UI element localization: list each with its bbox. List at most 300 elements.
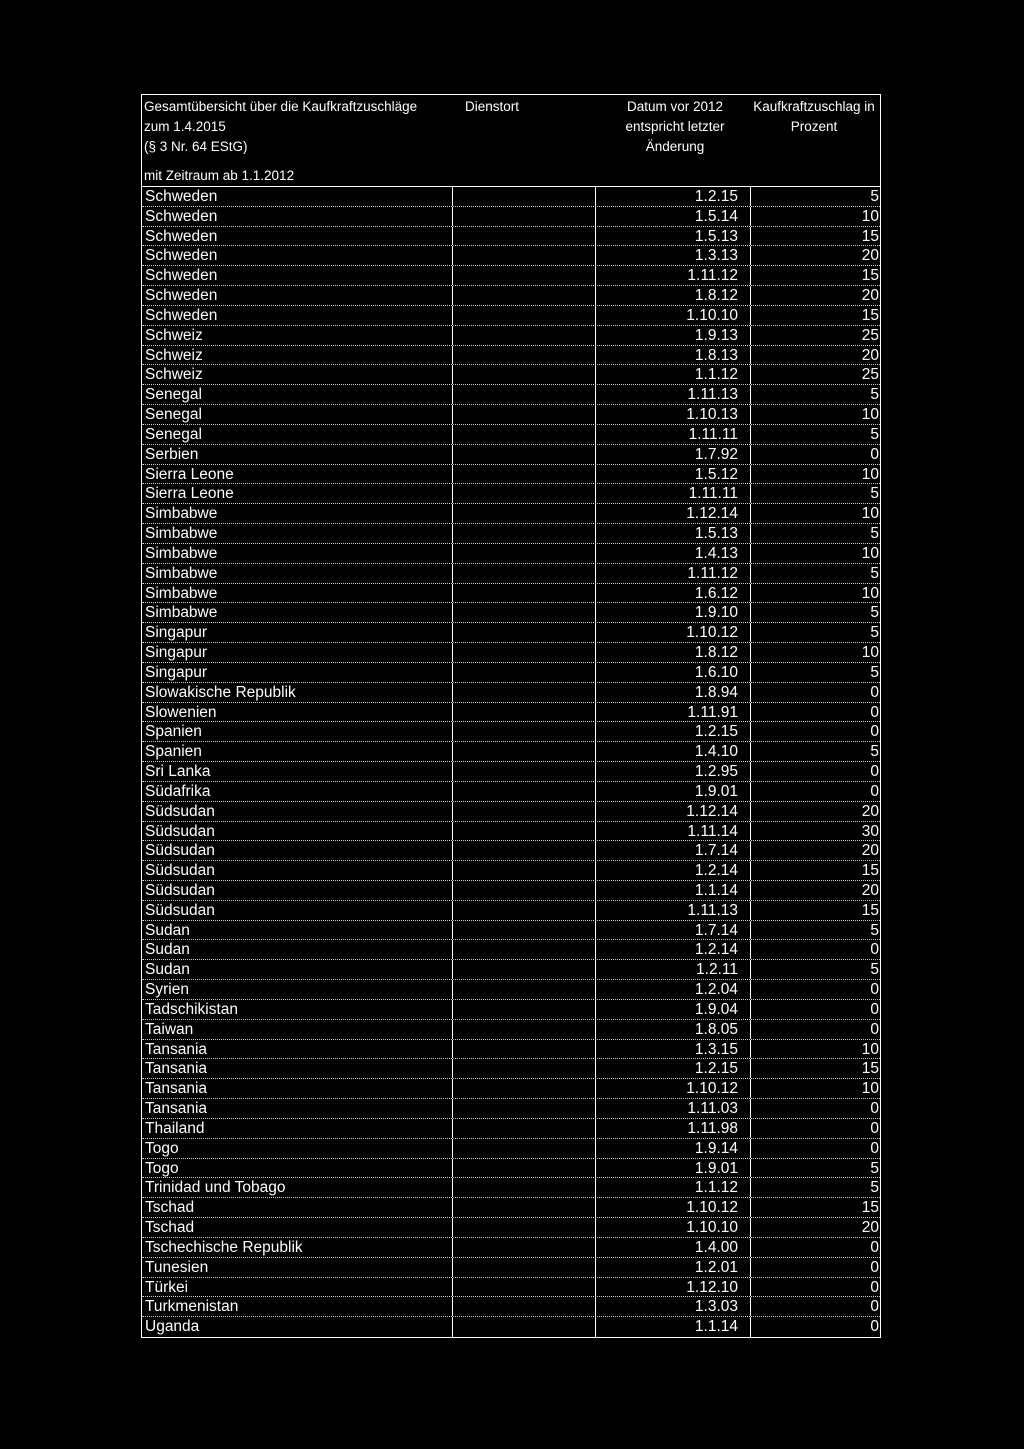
date-cell: 1.11.12 (596, 266, 751, 285)
date-cell: 1.1.14 (596, 1317, 751, 1337)
percent-cell: 15 (861, 1060, 879, 1078)
table-row (142, 227, 880, 247)
dienstort-cell (453, 861, 596, 880)
percent-cell: 20 (861, 287, 879, 305)
dienstort-cell (453, 1198, 596, 1217)
table-row (142, 385, 880, 405)
country-cell: Thailand (142, 1119, 453, 1138)
date-cell: 1.10.12 (596, 1198, 751, 1217)
table-row (142, 643, 880, 663)
dienstort-cell (453, 266, 596, 285)
date-cell: 1.9.13 (596, 326, 751, 345)
dienstort-cell (453, 1159, 596, 1178)
country-cell: Tadschikistan (142, 1000, 453, 1019)
table-row (142, 286, 880, 306)
dienstort-cell (453, 365, 596, 384)
date-cell: 1.10.10 (596, 1218, 751, 1237)
percent-cell: 0 (870, 445, 879, 463)
table-row (142, 266, 880, 286)
table-row (142, 544, 880, 564)
dienstort-cell (453, 1020, 596, 1039)
country-cell: Südsudan (142, 822, 453, 841)
document-title (144, 97, 449, 157)
table-row (142, 425, 880, 445)
table-row (142, 1198, 880, 1218)
country-cell: Sierra Leone (142, 465, 453, 484)
percent-cell: 10 (861, 207, 879, 225)
percent-cell: 5 (870, 425, 879, 443)
date-cell: 1.2.15 (596, 722, 751, 741)
country-cell: Senegal (142, 425, 453, 444)
date-cell: 1.11.11 (596, 425, 751, 444)
country-cell: Simbabwe (142, 603, 453, 622)
table-row (142, 980, 880, 1000)
date-cell: 1.11.13 (596, 385, 751, 404)
country-cell: Schweiz (142, 346, 453, 365)
percent-cell: 0 (870, 1278, 879, 1296)
table-row (142, 1059, 880, 1079)
country-cell: Singapur (142, 643, 453, 662)
percent-cell: 0 (870, 1318, 879, 1336)
table-row (142, 1258, 880, 1278)
table-row (142, 703, 880, 723)
table-row (142, 782, 880, 802)
date-cell: 1.5.13 (596, 524, 751, 543)
percent-cell: 5 (870, 961, 879, 979)
dienstort-cell (453, 980, 596, 999)
table-row (142, 306, 880, 326)
country-cell: Taiwan (142, 1020, 453, 1039)
percent-cell: 0 (870, 782, 879, 800)
percent-cell: 0 (870, 981, 879, 999)
percent-cell: 15 (861, 306, 879, 324)
dienstort-cell (453, 703, 596, 722)
percent-cell: 20 (861, 881, 879, 899)
country-cell: Simbabwe (142, 564, 453, 583)
date-cell: 1.9.01 (596, 1159, 751, 1178)
date-cell: 1.5.12 (596, 465, 751, 484)
title-line-1: Gesamtübersicht über die Kaufkraftzuschläge (144, 99, 418, 114)
percent-cell: 0 (870, 941, 879, 959)
percent-cell: 20 (861, 247, 879, 265)
dienstort-cell (453, 802, 596, 821)
title-line-3: (§ 3 Nr. 64 EStG) (144, 139, 248, 154)
date-cell: 1.8.12 (596, 286, 751, 305)
dienstort-cell (453, 1258, 596, 1277)
country-cell: Schweiz (142, 365, 453, 384)
percent-cell: 10 (861, 1040, 879, 1058)
dienstort-cell (453, 643, 596, 662)
country-cell: Schweden (142, 207, 453, 226)
country-cell: Sri Lanka (142, 762, 453, 781)
dienstort-cell (453, 465, 596, 484)
percent-cell: 20 (861, 802, 879, 820)
percent-cell: 5 (870, 624, 879, 642)
percent-cell: 0 (870, 1000, 879, 1018)
country-cell: Sudan (142, 960, 453, 979)
country-cell: Simbabwe (142, 524, 453, 543)
dienstort-cell (453, 584, 596, 603)
date-cell: 1.2.04 (596, 980, 751, 999)
percent-cell: 30 (861, 822, 879, 840)
date-cell: 1.5.14 (596, 207, 751, 226)
table-row (142, 1278, 880, 1298)
country-cell: Südsudan (142, 841, 453, 860)
date-cell: 1.10.13 (596, 405, 751, 424)
country-cell: Singapur (142, 623, 453, 642)
dienstort-cell (453, 881, 596, 900)
table-row (142, 326, 880, 346)
country-cell: Senegal (142, 385, 453, 404)
date-cell: 1.1.12 (596, 365, 751, 384)
dienstort-cell (453, 306, 596, 325)
percent-cell: 10 (861, 1080, 879, 1098)
date-cell: 1.11.12 (596, 564, 751, 583)
percent-cell: 5 (870, 188, 879, 205)
country-cell: Serbien (142, 445, 453, 464)
table-header (142, 95, 880, 187)
percent-cell: 15 (861, 862, 879, 880)
table-row (142, 1099, 880, 1119)
dienstort-cell (453, 841, 596, 860)
percent-cell: 10 (861, 406, 879, 424)
table-row (142, 1020, 880, 1040)
country-cell: Schweden (142, 306, 453, 325)
table-row (142, 346, 880, 366)
date-cell: 1.9.10 (596, 603, 751, 622)
date-cell: 1.9.14 (596, 1139, 751, 1158)
dienstort-cell (453, 921, 596, 940)
table-row (142, 1040, 880, 1060)
table-row (142, 822, 880, 842)
dienstort-cell (453, 544, 596, 563)
country-cell: Schweden (142, 266, 453, 285)
dienstort-cell (453, 960, 596, 979)
percent-cell: 5 (870, 1159, 879, 1177)
table-row (142, 1079, 880, 1099)
date-cell: 1.11.98 (596, 1119, 751, 1138)
percent-cell: 0 (870, 723, 879, 741)
table-row (142, 1218, 880, 1238)
percent-cell: 0 (870, 1119, 879, 1137)
table-row (142, 484, 880, 504)
table-row (142, 1159, 880, 1179)
percent-cell: 0 (870, 1139, 879, 1157)
dienstort-cell (453, 623, 596, 642)
table-row (142, 1317, 880, 1337)
dienstort-cell (453, 1297, 596, 1316)
date-cell: 1.2.95 (596, 762, 751, 781)
date-cell: 1.4.13 (596, 544, 751, 563)
percent-cell: 0 (870, 1298, 879, 1316)
date-cell: 1.3.15 (596, 1040, 751, 1059)
country-cell: Togo (142, 1159, 453, 1178)
zuschlag-line-1: Kaufkraftzuschlag in (753, 99, 875, 114)
table-row (142, 207, 880, 227)
country-cell: Syrien (142, 980, 453, 999)
date-cell: 1.11.14 (596, 822, 751, 841)
dienstort-cell (453, 564, 596, 583)
dienstort-cell (453, 524, 596, 543)
date-cell: 1.2.11 (596, 960, 751, 979)
table-row (142, 1297, 880, 1317)
column-header-datum (600, 97, 750, 157)
table-row (142, 663, 880, 683)
datum-line-3: Änderung (645, 139, 705, 154)
percent-cell: 5 (870, 743, 879, 761)
dienstort-cell (453, 227, 596, 246)
dienstort-cell (453, 940, 596, 959)
table-row (142, 584, 880, 604)
table-row (142, 246, 880, 266)
table-row (142, 841, 880, 861)
date-cell: 1.2.15 (596, 187, 751, 206)
date-cell: 1.2.15 (596, 1059, 751, 1078)
table-row (142, 1000, 880, 1020)
country-cell: Singapur (142, 663, 453, 682)
dienstort-cell (453, 1000, 596, 1019)
dienstort-cell (453, 822, 596, 841)
table-row (142, 722, 880, 742)
date-cell: 1.11.03 (596, 1099, 751, 1118)
zuschlag-line-2: Prozent (790, 119, 838, 134)
column-header-dienstort: Dienstort (465, 99, 520, 114)
table-row (142, 445, 880, 465)
percent-cell: 10 (861, 544, 879, 562)
table-row (142, 1119, 880, 1139)
table-row (142, 465, 880, 485)
dienstort-cell (453, 425, 596, 444)
percent-cell: 5 (870, 1179, 879, 1197)
country-cell: Schweden (142, 246, 453, 265)
date-cell: 1.6.10 (596, 663, 751, 682)
date-cell: 1.2.14 (596, 940, 751, 959)
percent-cell: 5 (870, 663, 879, 681)
country-cell: Sudan (142, 921, 453, 940)
percent-cell: 15 (861, 901, 879, 919)
table-row (142, 881, 880, 901)
table-row (142, 504, 880, 524)
percent-cell: 0 (870, 683, 879, 701)
country-cell: Tschechische Republik (142, 1238, 453, 1257)
date-cell: 1.4.10 (596, 742, 751, 761)
dienstort-cell (453, 504, 596, 523)
period-note: mit Zeitraum ab 1.1.2012 (144, 168, 295, 183)
percent-cell: 5 (870, 386, 879, 404)
date-cell: 1.3.03 (596, 1297, 751, 1316)
table-row (142, 603, 880, 623)
percent-cell: 10 (861, 505, 879, 523)
country-cell: Simbabwe (142, 504, 453, 523)
table-row (142, 742, 880, 762)
dienstort-cell (453, 346, 596, 365)
percent-cell: 0 (870, 1238, 879, 1256)
percent-cell: 10 (861, 584, 879, 602)
dienstort-cell (453, 445, 596, 464)
table-row (142, 683, 880, 703)
country-cell: Slowenien (142, 703, 453, 722)
percent-cell: 20 (861, 346, 879, 364)
dienstort-cell (453, 1139, 596, 1158)
dienstort-cell (453, 1317, 596, 1337)
dienstort-cell (453, 326, 596, 345)
date-cell: 1.10.10 (596, 306, 751, 325)
percent-cell: 20 (861, 842, 879, 860)
table-row (142, 960, 880, 980)
table-row (142, 187, 880, 207)
table-row (142, 901, 880, 921)
country-cell: Türkei (142, 1278, 453, 1297)
date-cell: 1.7.14 (596, 921, 751, 940)
date-cell: 1.1.12 (596, 1178, 751, 1197)
dienstort-cell (453, 405, 596, 424)
percent-cell: 5 (870, 485, 879, 503)
dienstort-cell (453, 1218, 596, 1237)
dienstort-cell (453, 782, 596, 801)
dienstort-cell (453, 1178, 596, 1197)
country-cell: Tansania (142, 1099, 453, 1118)
country-cell: Uganda (142, 1317, 453, 1337)
country-cell: Turkmenistan (142, 1297, 453, 1316)
country-cell: Schweiz (142, 326, 453, 345)
column-header-zuschlag (747, 97, 881, 137)
dienstort-cell (453, 286, 596, 305)
country-cell: Simbabwe (142, 584, 453, 603)
date-cell: 1.10.12 (596, 623, 751, 642)
date-cell: 1.7.14 (596, 841, 751, 860)
dienstort-cell (453, 683, 596, 702)
country-cell: Südsudan (142, 901, 453, 920)
date-cell: 1.10.12 (596, 1079, 751, 1098)
date-cell: 1.2.14 (596, 861, 751, 880)
table-row (142, 802, 880, 822)
country-cell: Sudan (142, 940, 453, 959)
table-row (142, 1238, 880, 1258)
table-row (142, 365, 880, 385)
datum-line-1: Datum vor 2012 (626, 99, 724, 114)
date-cell: 1.8.13 (596, 346, 751, 365)
date-cell: 1.2.01 (596, 1258, 751, 1277)
dienstort-cell (453, 1119, 596, 1138)
percent-cell: 5 (870, 921, 879, 939)
country-cell: Spanien (142, 722, 453, 741)
country-cell: Tansania (142, 1079, 453, 1098)
percent-cell: 25 (861, 366, 879, 384)
date-cell: 1.3.13 (596, 246, 751, 265)
dienstort-cell (453, 722, 596, 741)
country-cell: Südafrika (142, 782, 453, 801)
date-cell: 1.9.04 (596, 1000, 751, 1019)
date-cell: 1.12.14 (596, 504, 751, 523)
table-row (142, 405, 880, 425)
country-cell: Tunesien (142, 1258, 453, 1277)
country-cell: Schweden (142, 187, 453, 206)
percent-cell: 5 (870, 604, 879, 622)
country-cell: Südsudan (142, 802, 453, 821)
percent-cell: 15 (861, 1199, 879, 1217)
percent-cell: 0 (870, 763, 879, 781)
country-cell: Tschad (142, 1198, 453, 1217)
dienstort-cell (453, 901, 596, 920)
country-cell: Tansania (142, 1059, 453, 1078)
dienstort-cell (453, 187, 596, 206)
percent-cell: 10 (861, 465, 879, 483)
country-cell: Sierra Leone (142, 484, 453, 503)
country-cell: Südsudan (142, 881, 453, 900)
dienstort-cell (453, 385, 596, 404)
country-cell: Südsudan (142, 861, 453, 880)
table-row (142, 940, 880, 960)
date-cell: 1.8.12 (596, 643, 751, 662)
date-cell: 1.12.10 (596, 1278, 751, 1297)
dienstort-cell (453, 1079, 596, 1098)
table-row (142, 564, 880, 584)
percent-cell: 20 (861, 1219, 879, 1237)
title-line-2: zum 1.4.2015 (144, 119, 226, 134)
date-cell: 1.5.13 (596, 227, 751, 246)
country-cell: Senegal (142, 405, 453, 424)
percent-cell: 5 (870, 525, 879, 543)
percent-cell: 15 (861, 227, 879, 245)
dienstort-cell (453, 1059, 596, 1078)
dienstort-cell (453, 207, 596, 226)
percent-cell: 0 (870, 1020, 879, 1038)
country-cell: Tansania (142, 1040, 453, 1059)
percent-cell: 10 (861, 644, 879, 662)
table-row (142, 524, 880, 544)
table-body (142, 187, 880, 1337)
country-cell: Trinidad und Tobago (142, 1178, 453, 1197)
table-row (142, 1139, 880, 1159)
percent-cell: 5 (870, 564, 879, 582)
country-cell: Spanien (142, 742, 453, 761)
dienstort-cell (453, 762, 596, 781)
table-row (142, 762, 880, 782)
table-row (142, 921, 880, 941)
percent-cell: 25 (861, 326, 879, 344)
table-row (142, 623, 880, 643)
dienstort-cell (453, 663, 596, 682)
table-row (142, 1178, 880, 1198)
date-cell: 1.7.92 (596, 445, 751, 464)
date-cell: 1.9.01 (596, 782, 751, 801)
dienstort-cell (453, 484, 596, 503)
country-cell: Schweden (142, 227, 453, 246)
date-cell: 1.1.14 (596, 881, 751, 900)
date-cell: 1.8.05 (596, 1020, 751, 1039)
country-cell: Schweden (142, 286, 453, 305)
percent-cell: 15 (861, 267, 879, 285)
date-cell: 1.11.11 (596, 484, 751, 503)
dienstort-cell (453, 742, 596, 761)
dienstort-cell (453, 603, 596, 622)
country-cell: Tschad (142, 1218, 453, 1237)
dienstort-cell (453, 1238, 596, 1257)
percent-cell: 0 (870, 1258, 879, 1276)
date-cell: 1.11.13 (596, 901, 751, 920)
percent-cell: 0 (870, 1100, 879, 1118)
country-cell: Simbabwe (142, 544, 453, 563)
dienstort-cell (453, 1278, 596, 1297)
percent-cell: 0 (870, 703, 879, 721)
table-row (142, 861, 880, 881)
date-cell: 1.12.14 (596, 802, 751, 821)
dienstort-cell (453, 246, 596, 265)
datum-line-2: entspricht letzter (625, 119, 725, 134)
date-cell: 1.6.12 (596, 584, 751, 603)
dienstort-cell (453, 1040, 596, 1059)
date-cell: 1.11.91 (596, 703, 751, 722)
